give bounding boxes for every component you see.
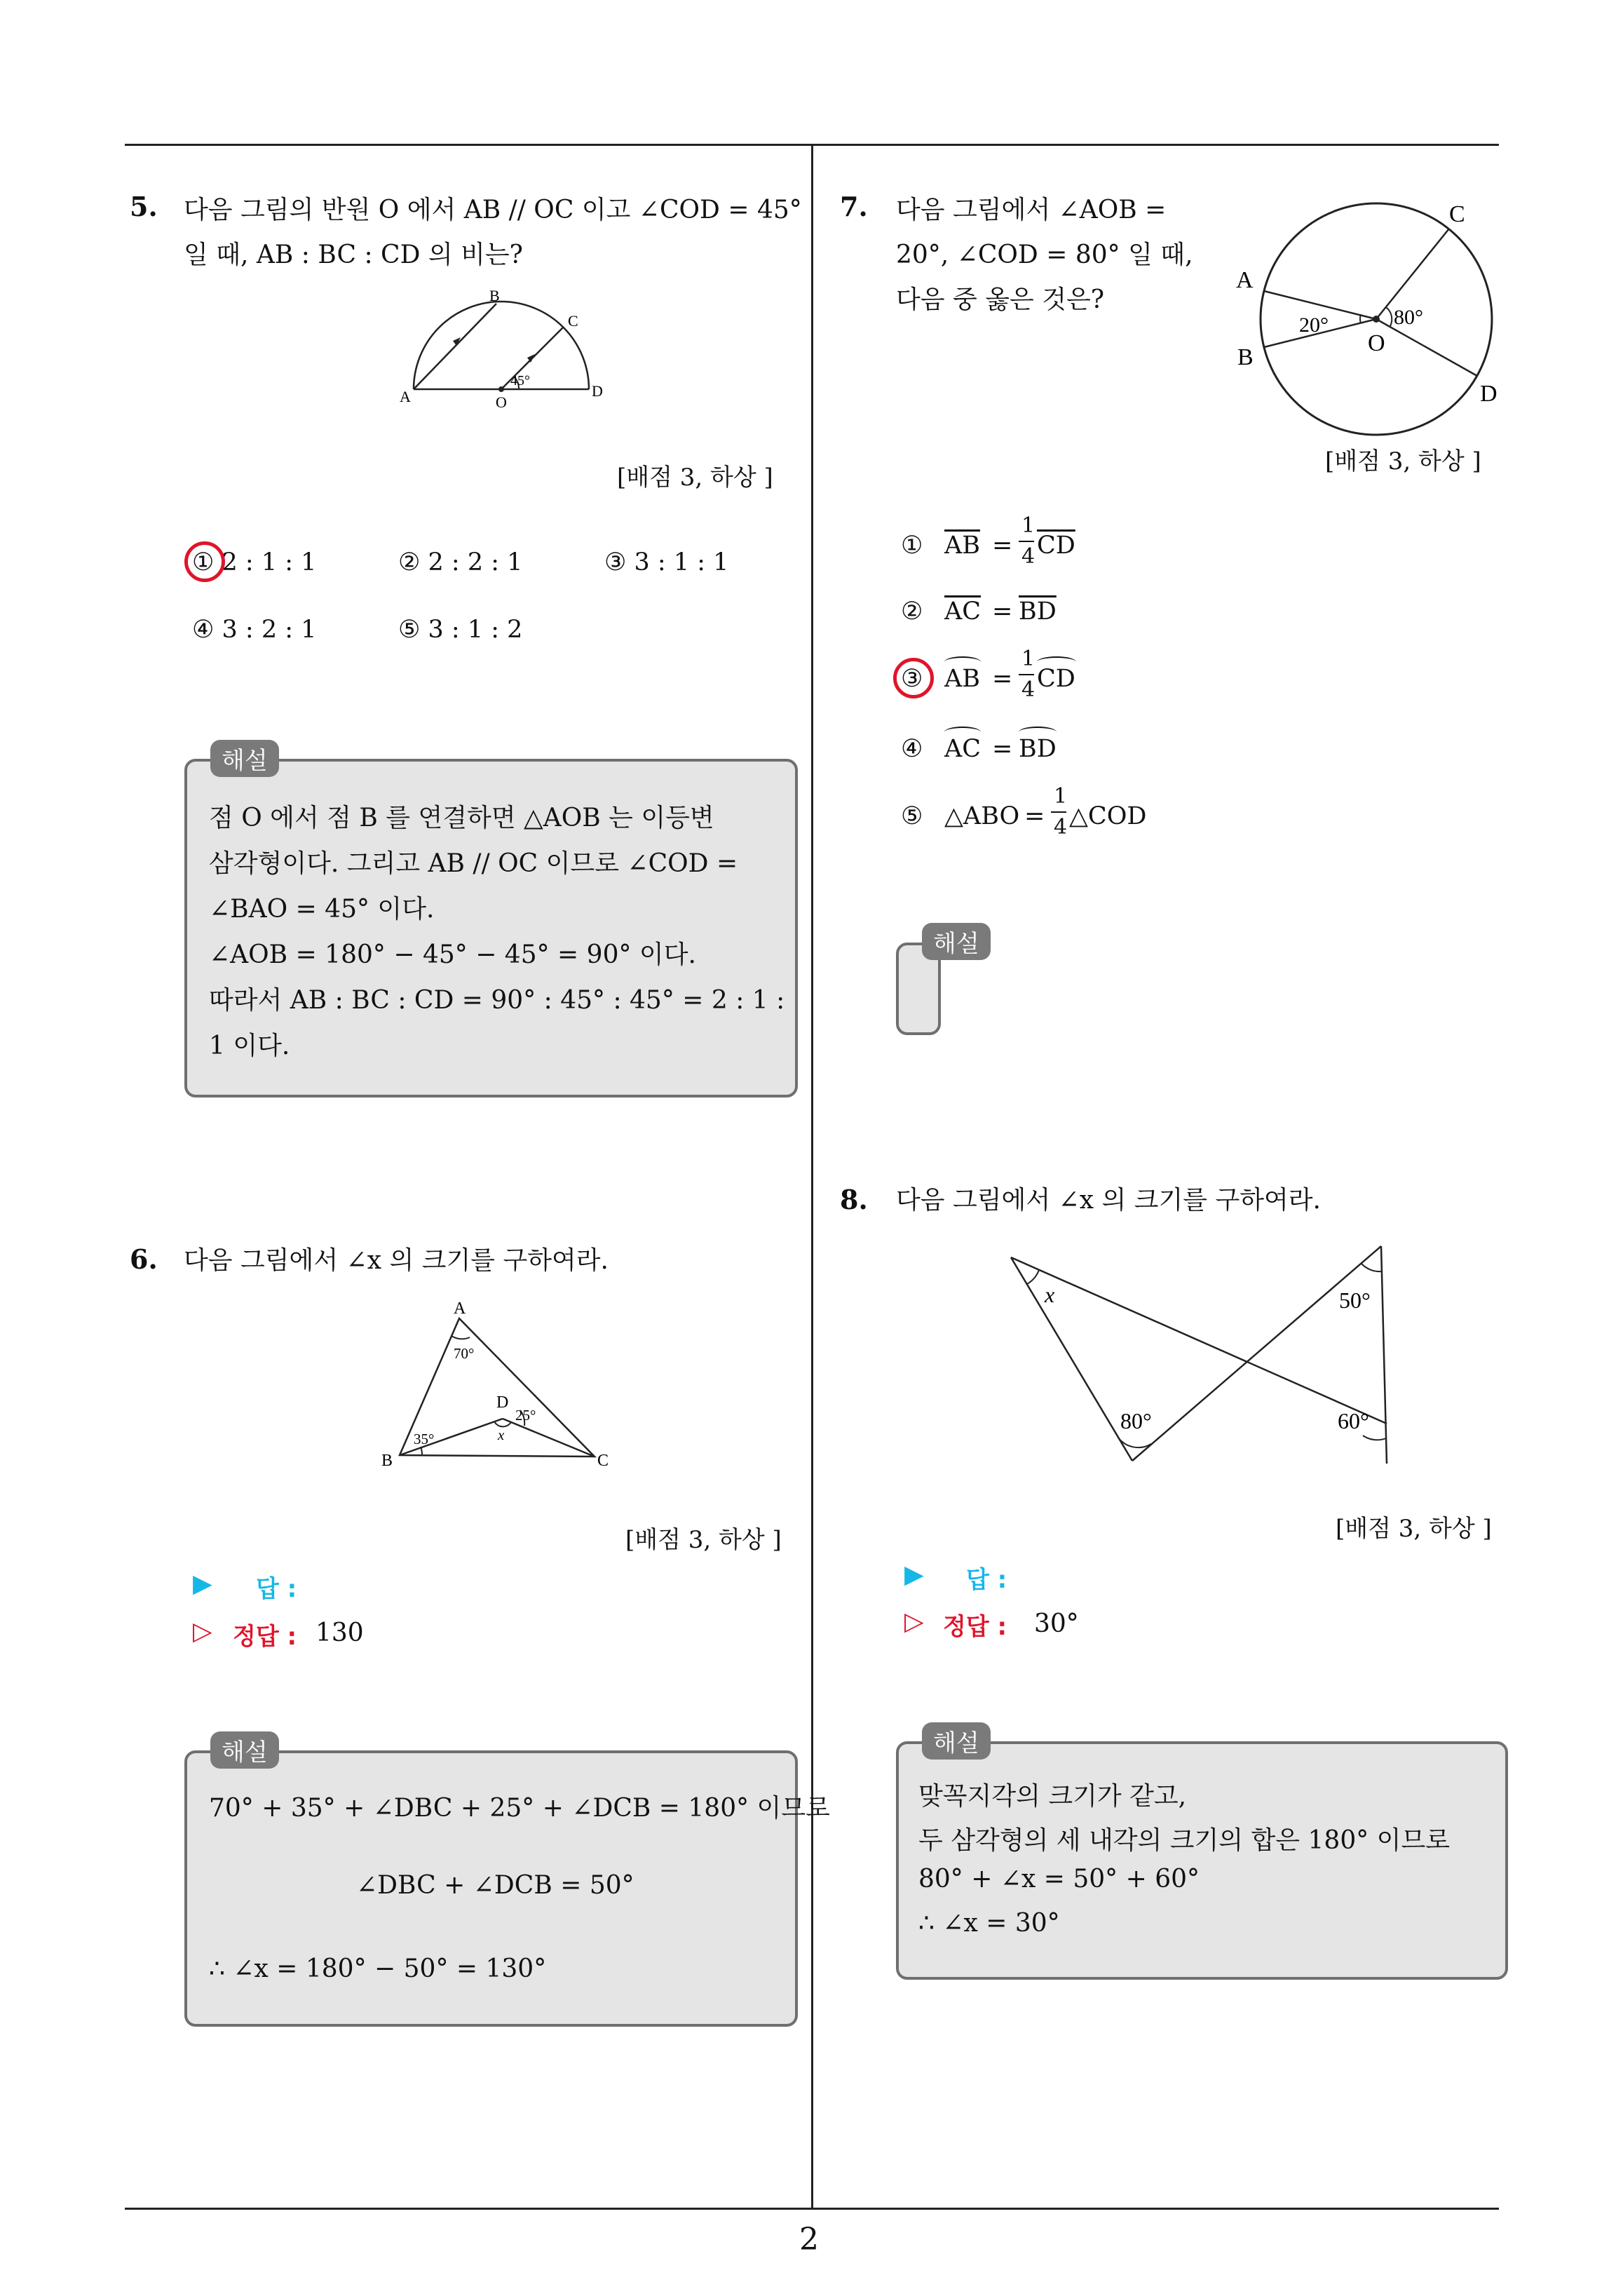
q5-option-5[interactable]: ⑤ 3 : 1 : 2	[398, 616, 523, 644]
q6-figure	[372, 1294, 610, 1469]
q7-fig-label-o: O	[1368, 330, 1385, 356]
q8-text: 다음 그림에서 ∠x 의 크기를 구하여라.	[896, 1186, 1321, 1215]
q5-option-3[interactable]: ③ 3 : 1 : 1	[604, 548, 729, 576]
q5-option-4[interactable]: ④ 3 : 2 : 1	[192, 616, 317, 644]
q6-exp-line-1: 70° + 35° + ∠DBC + 25° + ∠DCB = 180° 이므로	[209, 1794, 830, 1823]
q8-number: 8.	[840, 1184, 868, 1215]
q8-correct-value: 30°	[1034, 1609, 1079, 1638]
q7-fig-angle-20: 20°	[1299, 313, 1329, 337]
q7-option-5[interactable]	[901, 784, 1237, 844]
q7-opt3-rhs: CD	[1037, 665, 1075, 693]
q8-exp-line-4: ∴ ∠x = 30°	[918, 1909, 1060, 1938]
q6-score: [배점 3, 하상 ]	[625, 1526, 782, 1554]
q7-opt5-rel: =	[1024, 802, 1045, 830]
q8-exp-line-2: 두 삼각형의 세 내각의 크기의 합은 180° 이므로	[918, 1826, 1451, 1855]
q5-number: 5.	[130, 191, 158, 222]
q7-explanation-tag: 해설	[922, 923, 991, 960]
q7-opt5-lhs: △ABO	[944, 802, 1020, 830]
q8-exp-line-1: 맞꼭지각의 크기가 같고,	[918, 1782, 1187, 1811]
q8-score: [배점 3, 하상 ]	[1336, 1515, 1492, 1543]
q7-opt1-fracbar	[1019, 541, 1034, 542]
q6-fig-x: x	[498, 1426, 505, 1443]
q7-opt4-lhs: AC	[944, 735, 982, 763]
q7-fig-angle-80: 80°	[1394, 306, 1423, 329]
q7-opt4-mark: ④	[901, 735, 923, 763]
q5-score: [배점 3, 하상 ]	[617, 464, 773, 492]
q5-exp-line-5: 따라서 AB : BC : CD = 90° : 45° : 45° = 2 : 1 :	[209, 986, 785, 1015]
q7-opt3-num: 1	[1021, 647, 1035, 671]
q6-fig-label-b: B	[381, 1452, 393, 1470]
q7-opt1-den: 4	[1021, 544, 1035, 569]
q7-opt1-num: 1	[1021, 513, 1035, 538]
q7-opt2-lhs: $\overline{AC}$	[944, 597, 982, 626]
q5-fig-label-d: D	[592, 382, 603, 400]
q7-opt3-lhs: AB	[944, 665, 980, 693]
q8-answer-label: 답 :	[966, 1566, 1007, 1594]
q6-answer-input[interactable]	[312, 1567, 564, 1602]
q8-exp-line-3: 80° + ∠x = 50° + 60°	[918, 1865, 1200, 1893]
q6-fig-label-a: A	[454, 1299, 466, 1318]
q7-opt5-mark: ⑤	[901, 802, 923, 830]
q5-exp-line-3: ∠BAO = 45° 이다.	[209, 895, 435, 924]
q6-correct-label: 정답 :	[233, 1623, 297, 1651]
q8-fig-angle-50: 50°	[1339, 1288, 1371, 1313]
q6-exp-line-3: ∴ ∠x = 180° − 50° = 130°	[209, 1954, 547, 1983]
q6-exp-line-2: ∠DBC + ∠DCB = 50°	[356, 1871, 634, 1900]
q5-exp-line-4: ∠AOB = 180° − 45° − 45° = 90° 이다.	[209, 940, 696, 969]
q7-opt1-rel: =	[992, 532, 1013, 560]
q7-option-4[interactable]	[901, 735, 1181, 770]
q5-fig-angle: 45°	[510, 373, 530, 389]
q7-line2: 20°, ∠COD = 80° 일 때,	[896, 241, 1193, 269]
q7-opt5-den: 4	[1054, 815, 1068, 839]
q8-correct-label: 정답 :	[943, 1613, 1007, 1641]
q8-explanation-tag: 해설	[922, 1722, 991, 1760]
page-number: 2	[799, 2222, 819, 2257]
q7-option-2[interactable]	[901, 597, 1181, 633]
q7-opt3-fracbar	[1019, 674, 1034, 675]
q7-opt3-den: 4	[1021, 677, 1035, 702]
q8-fig-angle-80: 80°	[1120, 1408, 1152, 1433]
q7-opt5-num: 1	[1054, 784, 1068, 809]
q5-line2: 일 때, AB : BC : CD 의 비는?	[184, 241, 523, 269]
q7-opt5-fracbar	[1051, 811, 1066, 813]
q7-option-3[interactable]	[901, 647, 1181, 707]
q6-text: 다음 그림에서 ∠x 의 크기를 구하여라.	[184, 1246, 609, 1275]
q5-fig-label-c: C	[568, 312, 578, 330]
q8-fig-angle-60: 60°	[1338, 1408, 1369, 1433]
q6-answer-label: 답 :	[256, 1575, 297, 1603]
q5-explanation-tag: 해설	[210, 740, 279, 777]
q6-explanation-tag: 해설	[210, 1731, 279, 1769]
q7-opt3-mark: ③	[901, 665, 923, 693]
q7-score: [배점 3, 하상 ]	[1325, 447, 1481, 475]
q7-number: 7.	[840, 191, 868, 222]
q5-option-2[interactable]: ② 2 : 2 : 1	[398, 548, 523, 576]
q8-correct-arrow-icon: ▷	[904, 1607, 924, 1636]
q5-fig-label-a: A	[400, 388, 411, 405]
q6-fig-angle-35: 35°	[414, 1431, 435, 1447]
q7-opt4-rel: =	[992, 735, 1013, 763]
q7-fig-label-a: A	[1236, 267, 1254, 293]
q6-correct-arrow-icon: ▷	[193, 1617, 212, 1646]
q7-opt2-rhs: $\overline{BD}$	[1019, 597, 1057, 626]
q5-fig-label-o: O	[496, 393, 507, 411]
q8-answer-arrow-icon: ▶	[904, 1560, 924, 1589]
q5-exp-line-2: 삼각형이다. 그리고 AB // OC 이므로 ∠COD =	[209, 849, 738, 878]
bottom-rule	[125, 2208, 1499, 2210]
q6-fig-angle-70: 70°	[454, 1345, 475, 1362]
q7-opt1-mark: ①	[901, 532, 923, 560]
q7-line3: 다음 중 옳은 것은?	[896, 285, 1105, 314]
q5-option-1[interactable]: ① 2 : 1 : 1	[192, 548, 317, 576]
q5-figure	[393, 287, 603, 417]
q8-answer-input[interactable]	[1024, 1557, 1276, 1592]
q7-opt5-rhs: △COD	[1069, 802, 1147, 830]
q7-line1: 다음 그림에서 ∠AOB =	[896, 196, 1167, 224]
q7-opt2-mark: ②	[901, 597, 923, 626]
q7-opt1-rhs: $\overline{CD}$	[1037, 532, 1075, 560]
q8-fig-x: x	[1045, 1282, 1055, 1307]
column-divider	[811, 144, 813, 2209]
q7-opt4-rhs: BD	[1019, 735, 1057, 763]
q6-answer-arrow-icon: ▶	[193, 1569, 212, 1598]
q5-line1: 다음 그림의 반원 O 에서 AB // OC 이고 ∠COD = 45°	[184, 196, 802, 224]
q7-opt2-rel: =	[992, 597, 1013, 626]
q7-fig-label-d: D	[1480, 381, 1498, 407]
q7-fig-label-c: C	[1449, 201, 1465, 227]
q5-exp-line-6: 1 이다.	[209, 1032, 290, 1060]
q7-opt1-lhs: $\overline{AB}$	[944, 532, 980, 560]
q6-correct-value: 130	[315, 1619, 364, 1647]
q5-fig-label-b: B	[489, 287, 500, 304]
q8-figure	[1003, 1238, 1402, 1476]
q6-fig-label-d: D	[496, 1393, 509, 1412]
q7-fig-label-b: B	[1237, 344, 1254, 370]
q5-exp-line-1: 점 O 에서 점 B 를 연결하면 △AOB 는 이등변	[209, 804, 714, 832]
q6-fig-angle-25: 25°	[515, 1407, 536, 1424]
q7-option-1[interactable]	[901, 513, 1181, 574]
q7-figure	[1230, 189, 1511, 428]
q6-number: 6.	[130, 1243, 158, 1275]
q7-opt3-rel: =	[992, 665, 1013, 693]
q6-fig-label-c: C	[597, 1452, 609, 1470]
